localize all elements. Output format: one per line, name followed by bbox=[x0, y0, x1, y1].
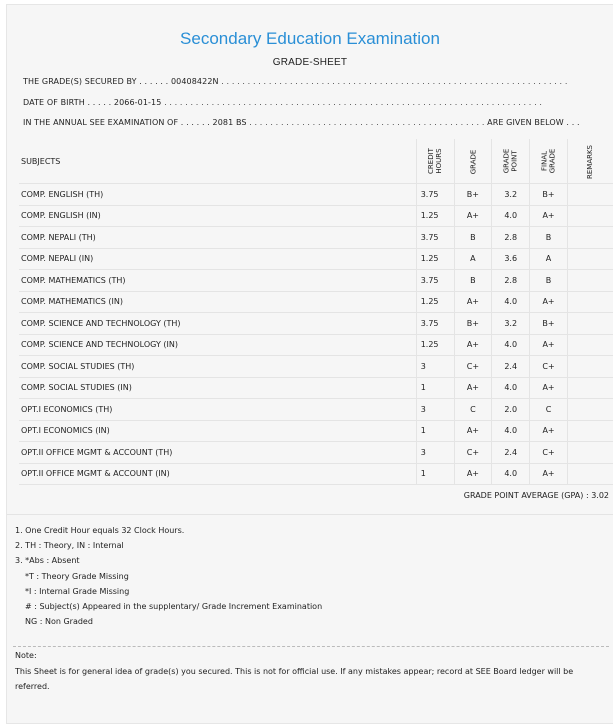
remarks-cell bbox=[567, 356, 613, 378]
legend-item: *I : Internal Grade Missing bbox=[25, 586, 130, 596]
dob-trail: . . . . . . . . . . . . . . . . . . . . . . . . . . . . . . . . . . . . . . . . . . . . . . . . . . . . . . . . . . . . . . . . . . . . . . . . bbox=[164, 98, 543, 107]
table-row bbox=[19, 205, 613, 227]
gpa-line bbox=[464, 491, 609, 500]
grade-point-cell: 3.6 bbox=[492, 248, 530, 270]
final-grade-cell: A+ bbox=[530, 205, 568, 227]
credit-hours-cell: 1.25 bbox=[416, 334, 454, 356]
final-grade-cell: C bbox=[530, 399, 568, 421]
gpa-value: 3.02 bbox=[591, 491, 609, 500]
grade-sheet bbox=[6, 4, 613, 724]
grade-cell: A bbox=[454, 248, 492, 270]
exam-tail: ARE GIVEN BELOW . . . bbox=[487, 118, 580, 127]
table-row bbox=[19, 399, 613, 421]
final-grade-cell: A+ bbox=[530, 377, 568, 399]
secured-by-trail: . . . . . . . . . . . . . . . . . . . . . . . . . . . . . . . . . . . . . . . . . . . . . . . . . . . . . . . . . . . . . . . . . . bbox=[221, 77, 568, 86]
remarks-cell bbox=[567, 377, 613, 399]
legend-list bbox=[15, 523, 322, 629]
legend-item: # : Subject(s) Appeared in the supplentary/ Grade Increment Examination bbox=[25, 602, 323, 612]
page-subtitle: GRADE-SHEET bbox=[272, 57, 348, 68]
table-row bbox=[19, 463, 613, 485]
table-row bbox=[19, 420, 613, 442]
credit-hours-cell: 3.75 bbox=[416, 227, 454, 249]
table-row bbox=[19, 356, 613, 378]
credit-hours-cell: 1 bbox=[416, 420, 454, 442]
subject-cell: COMP. SCIENCE AND TECHNOLOGY (IN) bbox=[19, 334, 416, 356]
header-grade-point-line2: POINT bbox=[510, 150, 519, 172]
header-grade-point bbox=[492, 139, 530, 184]
credit-hours-cell: 3.75 bbox=[416, 184, 454, 206]
grade-cell: A+ bbox=[454, 334, 492, 356]
grade-point-cell: 2.8 bbox=[492, 270, 530, 292]
grade-cell: B+ bbox=[454, 313, 492, 335]
grade-cell: C+ bbox=[454, 442, 492, 464]
grade-point-cell: 4.0 bbox=[492, 334, 530, 356]
remarks-cell bbox=[567, 334, 613, 356]
credit-hours-cell: 3 bbox=[416, 356, 454, 378]
table-row bbox=[19, 291, 613, 313]
subject-cell: COMP. NEPALI (TH) bbox=[19, 227, 416, 249]
legend-item: NG : Non Graded bbox=[25, 617, 93, 627]
grade-point-cell: 4.0 bbox=[492, 463, 530, 485]
grade-point-cell: 2.4 bbox=[492, 442, 530, 464]
subject-cell: OPT.II OFFICE MGMT & ACCOUNT (TH) bbox=[19, 442, 416, 464]
note-text: This Sheet is for general idea of grade(s) you secured. This is not for official use. If any mistakes appear; record at SEE Board ledger will be referred. bbox=[15, 667, 574, 691]
table-row bbox=[19, 377, 613, 399]
grade-point-cell: 4.0 bbox=[492, 377, 530, 399]
divider bbox=[7, 514, 613, 515]
table-row bbox=[19, 334, 613, 356]
table-header-row bbox=[19, 139, 613, 184]
subject-cell: OPT.II OFFICE MGMT & ACCOUNT (IN) bbox=[19, 463, 416, 485]
remarks-cell bbox=[567, 313, 613, 335]
header-remarks bbox=[567, 139, 613, 184]
grades-table bbox=[19, 139, 613, 485]
final-grade-cell: B bbox=[530, 227, 568, 249]
header-final-grade-line2: GRADE bbox=[548, 148, 557, 174]
legend-item: *T : Theory Grade Missing bbox=[25, 571, 129, 581]
legend-item: 3. *Abs : Absent bbox=[15, 556, 80, 566]
exam-trail: . . . . . . . . . . . . . . . . . . . . . . . . . . . . . . . . . . . . . . . . . . . . . bbox=[249, 118, 485, 127]
credit-hours-cell: 3.75 bbox=[416, 270, 454, 292]
subject-cell: COMP. SCIENCE AND TECHNOLOGY (TH) bbox=[19, 313, 416, 335]
header-remarks-line1: REMARKS bbox=[586, 144, 595, 179]
grade-point-cell: 4.0 bbox=[492, 205, 530, 227]
gpa-label: GRADE POINT AVERAGE (GPA) : bbox=[463, 491, 589, 500]
final-grade-cell: A bbox=[530, 248, 568, 270]
exam-line bbox=[23, 118, 580, 127]
subject-cell: COMP. SOCIAL STUDIES (TH) bbox=[19, 356, 416, 378]
symbol-number: 00408422N bbox=[170, 77, 219, 86]
credit-hours-cell: 3 bbox=[416, 399, 454, 421]
remarks-cell bbox=[567, 420, 613, 442]
final-grade-cell: A+ bbox=[530, 420, 568, 442]
page-title: Secondary Education Examination bbox=[180, 29, 440, 48]
dob-line bbox=[23, 98, 542, 107]
remarks-cell bbox=[567, 248, 613, 270]
remarks-cell bbox=[567, 205, 613, 227]
subject-cell: COMP. MATHEMATICS (TH) bbox=[19, 270, 416, 292]
subject-cell: COMP. ENGLISH (TH) bbox=[19, 184, 416, 206]
table-row bbox=[19, 184, 613, 206]
grade-cell: B bbox=[454, 270, 492, 292]
grade-cell: A+ bbox=[454, 205, 492, 227]
grade-point-cell: 4.0 bbox=[492, 420, 530, 442]
final-grade-cell: A+ bbox=[530, 334, 568, 356]
dob-label: DATE OF BIRTH . . . . . bbox=[23, 98, 112, 107]
subject-cell: COMP. ENGLISH (IN) bbox=[19, 205, 416, 227]
dashed-divider bbox=[13, 646, 609, 647]
remarks-cell bbox=[567, 442, 613, 464]
remarks-cell bbox=[567, 270, 613, 292]
header-grade bbox=[454, 139, 492, 184]
subject-cell: OPT.I ECONOMICS (TH) bbox=[19, 399, 416, 421]
grade-cell: C bbox=[454, 399, 492, 421]
grade-point-cell: 4.0 bbox=[492, 291, 530, 313]
remarks-cell bbox=[567, 399, 613, 421]
header-final-grade-line1: FINAL bbox=[540, 150, 549, 172]
legend-item: 2. TH : Theory, IN : Internal bbox=[15, 541, 124, 551]
header-credit-hours-line2: HOURS bbox=[435, 148, 444, 174]
grade-cell: A+ bbox=[454, 291, 492, 313]
header-credit-hours bbox=[416, 139, 454, 184]
credit-hours-cell: 1.25 bbox=[416, 248, 454, 270]
secured-by-label: THE GRADE(S) SECURED BY . . . . . . bbox=[23, 77, 169, 86]
header-subjects: SUBJECTS bbox=[19, 139, 416, 184]
date-of-birth: 2066-01-15 bbox=[113, 98, 162, 107]
subject-cell: COMP. NEPALI (IN) bbox=[19, 248, 416, 270]
table-row bbox=[19, 442, 613, 464]
secured-by-line bbox=[23, 77, 567, 86]
final-grade-cell: A+ bbox=[530, 463, 568, 485]
credit-hours-cell: 1 bbox=[416, 463, 454, 485]
grade-point-cell: 3.2 bbox=[492, 313, 530, 335]
final-grade-cell: B+ bbox=[530, 313, 568, 335]
header-grade-line1: GRADE bbox=[468, 149, 477, 174]
grade-point-cell: 2.0 bbox=[492, 399, 530, 421]
table-row bbox=[19, 270, 613, 292]
grade-cell: A+ bbox=[454, 463, 492, 485]
grade-cell: B bbox=[454, 227, 492, 249]
header-grade-point-line1: GRADE bbox=[502, 148, 511, 174]
subject-cell: OPT.I ECONOMICS (IN) bbox=[19, 420, 416, 442]
credit-hours-cell: 1.25 bbox=[416, 205, 454, 227]
credit-hours-cell: 3.75 bbox=[416, 313, 454, 335]
remarks-cell bbox=[567, 291, 613, 313]
subject-cell: COMP. SOCIAL STUDIES (IN) bbox=[19, 377, 416, 399]
legend-item: 1. One Credit Hour equals 32 Clock Hours. bbox=[15, 526, 185, 535]
exam-label: IN THE ANNUAL SEE EXAMINATION OF . . . . . . bbox=[23, 118, 210, 127]
credit-hours-cell: 1.25 bbox=[416, 291, 454, 313]
final-grade-cell: B bbox=[530, 270, 568, 292]
table-row bbox=[19, 313, 613, 335]
remarks-cell bbox=[567, 184, 613, 206]
credit-hours-cell: 1 bbox=[416, 377, 454, 399]
credit-hours-cell: 3 bbox=[416, 442, 454, 464]
grade-cell: A+ bbox=[454, 420, 492, 442]
header-final-grade bbox=[530, 139, 568, 184]
table-row bbox=[19, 227, 613, 249]
grade-cell: C+ bbox=[454, 356, 492, 378]
final-grade-cell: B+ bbox=[530, 184, 568, 206]
subject-cell: COMP. MATHEMATICS (IN) bbox=[19, 291, 416, 313]
grade-cell: A+ bbox=[454, 377, 492, 399]
grade-point-cell: 2.4 bbox=[492, 356, 530, 378]
grade-point-cell: 3.2 bbox=[492, 184, 530, 206]
final-grade-cell: C+ bbox=[530, 356, 568, 378]
remarks-cell bbox=[567, 463, 613, 485]
table-row bbox=[19, 248, 613, 270]
remarks-cell bbox=[567, 227, 613, 249]
grade-point-cell: 2.8 bbox=[492, 227, 530, 249]
grade-cell: B+ bbox=[454, 184, 492, 206]
note-title: Note: bbox=[15, 651, 37, 660]
final-grade-cell: A+ bbox=[530, 291, 568, 313]
final-grade-cell: C+ bbox=[530, 442, 568, 464]
exam-year: 2081 BS bbox=[212, 118, 247, 127]
header-credit-hours-line1: CREDIT bbox=[427, 148, 436, 174]
